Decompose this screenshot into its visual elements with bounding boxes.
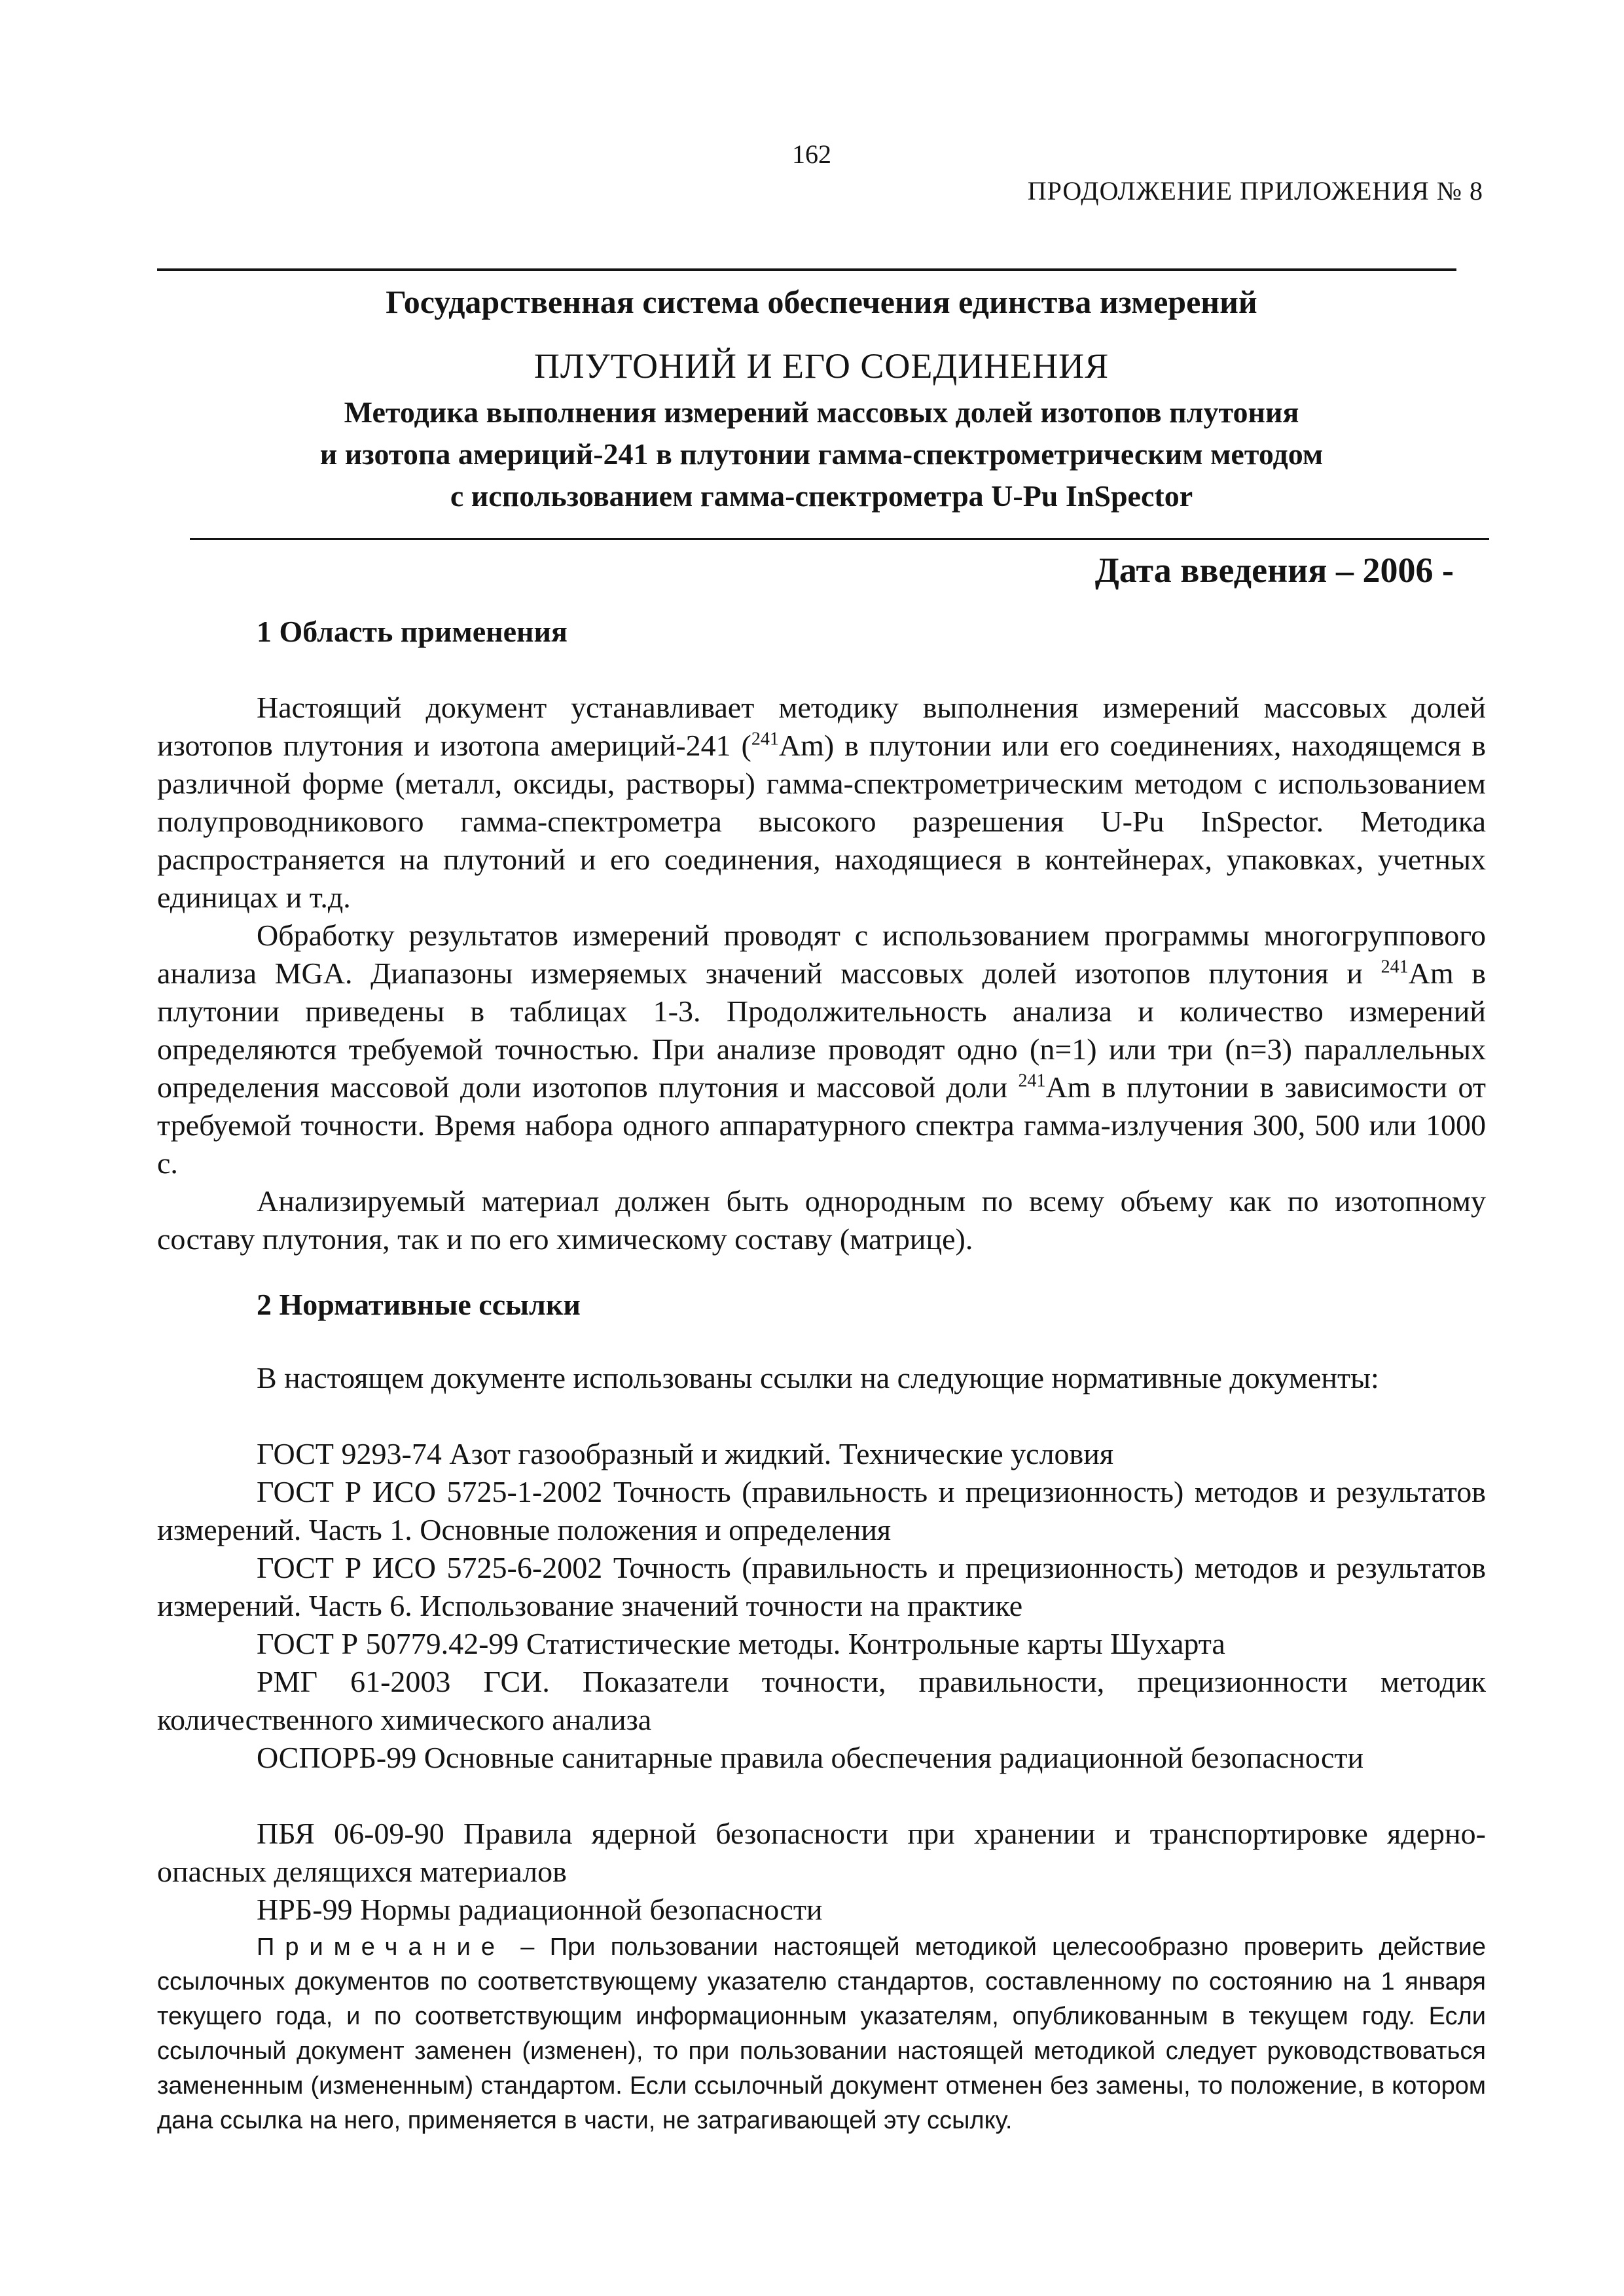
appendix-continuation: ПРОДОЛЖЕНИЕ ПРИЛОЖЕНИЯ № 8 [1027, 176, 1483, 206]
note-text: – При пользовании настоящей методикой целесообразно проверить действие ссылочных документов по соответствующему указателю стандартов, составленному по состоянию на 1 января текущего года, и по соответствующим информационным указателям, опубликованным в текущем году. Если ссылочный документ заменен (изменен), то при пользовании настоящей методикой следует руководствоваться замененным (измененным) стандартом. Если ссылочный документ отменен без замены, то положение, в котором дана ссылка на него, применяется в части, не затрагивающей эту ссылку. [157, 1933, 1486, 2134]
introduction-date: Дата введения – 2006 - [1094, 551, 1454, 590]
section1-heading: 1 Область применения [257, 615, 568, 648]
reference-item: НРБ-99 Нормы радиационной безопасности [257, 1893, 823, 1926]
system-title: Государственная система обеспечения единства измерений [386, 283, 1257, 320]
reference-item: ПБЯ 06-09-90 Правила ядерной безопасности при хранении и транспортировке ядерно-опасных делящихся материалов [157, 1817, 1486, 1888]
reference-item: ГОСТ Р 50779.42-99 Статистические методы. Контрольные карты Шухарта [257, 1627, 1225, 1660]
page-number: 162 [792, 139, 831, 169]
reference-item: ГОСТ 9293-74 Азот газообразный и жидкий. Технические условия [257, 1437, 1114, 1470]
section1-paragraph3: Анализируемый материал должен быть однородным по всему объему как по изотопному составу плутония, так и по его химическому составу (матрице). [157, 1184, 1486, 1256]
note-label: Примечание [257, 1933, 505, 1961]
top-rule [157, 268, 1456, 271]
section2-intro: В настоящем документе использованы ссылки на следующие нормативные документы: [257, 1361, 1379, 1394]
note-paragraph [157, 1930, 1486, 2138]
method-title-line2: и изотопа америций-241 в плутонии гамма-спектрометрическим методом [319, 437, 1324, 471]
section1-paragraph2: Обработку результатов измерений проводят с использованием программы многогруппового анализа MGA. Диапазоны измеряемых значений массовых долей изотопов плутония и $^{241}$Am в плутонии приведены в таблицах 1-3. Продолжительность анализа и количество измерений определяются требуемой точностью. При анализе проводят одно (n=1) или три (n=3) параллельных определения массовой доли изотопов плутония и массовой доли $^{241}$Am в плутонии в зависимости от требуемой точности. Время набора одного аппаратурного спектра гамма-излучения 300, 500 или 1000 с. [157, 919, 1486, 1180]
reference-item: ГОСТ Р ИСО 5725-6-2002 Точность (правильность и прецизионность) методов и результатов измерений. Часть 6. Использование значений точности на практике [157, 1551, 1486, 1622]
reference-item: ГОСТ Р ИСО 5725-1-2002 Точность (правильность и прецизионность) методов и результатов измерений. Часть 1. Основные положения и определения [157, 1475, 1486, 1546]
section2-heading: 2 Нормативные ссылки [257, 1288, 581, 1321]
section1-paragraph1: Настоящий документ устанавливает методику выполнения измерений массовых долей изотопов плутония и изотопа америций-241 ($^{241}$Am) в плутонии или его соединениях, находящемся в различной форме (металл, оксиды, растворы) гамма-спектрометрическим методом с использованием полупроводникового гамма-спектрометра высокого разрешения U-Pu InSpector. Методика распространяется на плутоний и его соединения, находящиеся в контейнерах, упаковках, учетных единицах и т.д. [157, 691, 1486, 914]
reference-item: РМГ 61-2003 ГСИ. Показатели точности, правильности, прецизионности методик количественного химического анализа [157, 1665, 1486, 1736]
title-rule [190, 538, 1489, 540]
method-title-line3: с использованием гамма-спектрометра U-Pu InSpector [450, 479, 1193, 513]
method-title-line1: Методика выполнения измерений массовых долей изотопов плутония [344, 395, 1299, 429]
main-title: ПЛУТОНИЙ И ЕГО СОЕДИНЕНИЯ [533, 346, 1110, 386]
reference-item: ОСПОРБ-99 Основные санитарные правила обеспечения радиационной безопасности [257, 1741, 1364, 1774]
method-title [157, 392, 1486, 517]
